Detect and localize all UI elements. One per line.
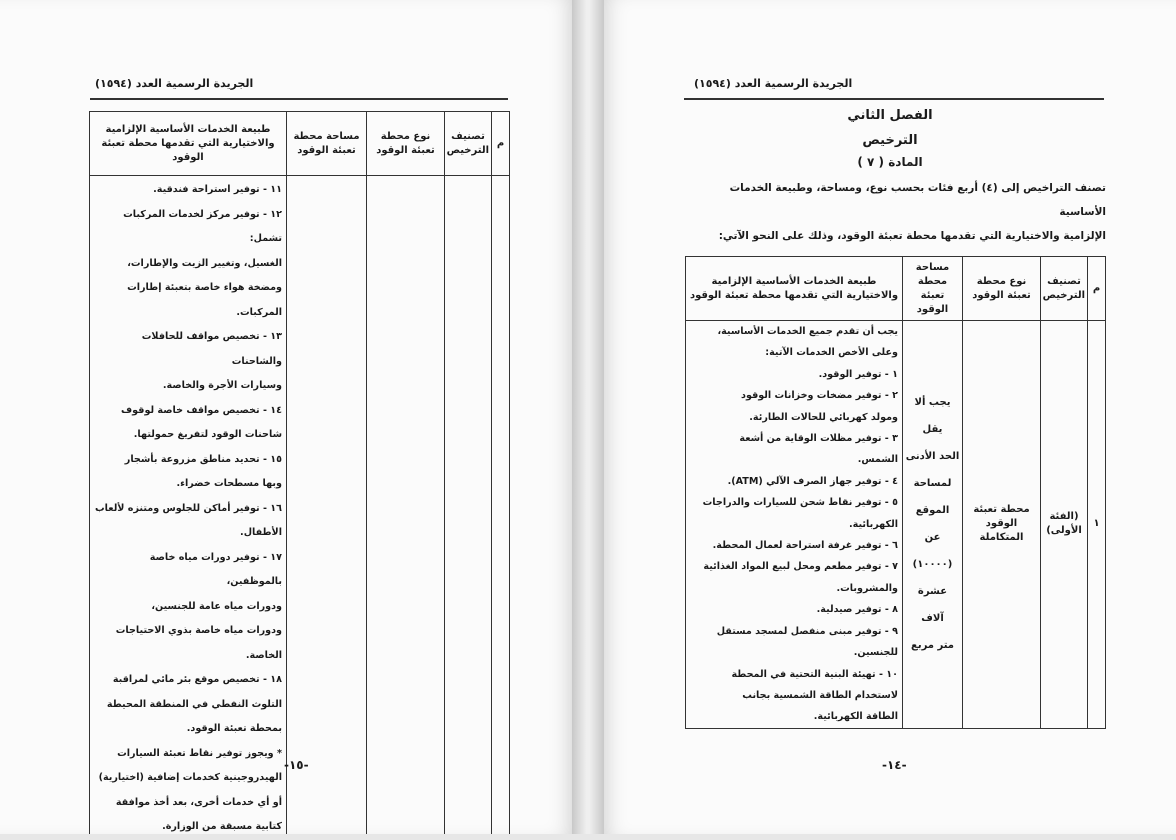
header-num: م [1088, 257, 1106, 321]
cell-services [90, 176, 287, 835]
list-item: كتابية مسبقة من الوزارة. [162, 821, 282, 832]
list-item: ودورات مياه خاصة بذوي الاحتياجات [115, 625, 282, 636]
page-number: -١٤- [882, 758, 907, 772]
list-item: شاحنات الوقود لتفريغ حمولتها. [133, 429, 282, 440]
header-class: تصنيف الترخيص [1041, 257, 1088, 321]
cell-services [686, 321, 903, 729]
list-item: ١ - توفير الوقود. [818, 368, 898, 380]
list-item: ١٥ - تحديد مناطق مزروعة بأشجار [124, 453, 282, 465]
section-title: الترخيص [862, 133, 918, 148]
left-page [0, 0, 572, 834]
list-item: يجب أن تقدم جميع الخدمات الأساسية، [717, 326, 898, 337]
header-area: مساحة محطة تعبئة الوقود [903, 257, 963, 321]
header-type: نوع محطة تعبئة الوقود [367, 112, 445, 176]
list-item: ودورات مياه عامة للجنسين، [151, 600, 282, 612]
list-item: ومولد كهربائي للحالات الطارئة. [749, 411, 898, 423]
area-line: يجب ألا يقل [914, 397, 951, 436]
list-item: ١٠ - تهيئة البنية التحتية في المحطة [731, 668, 898, 680]
list-item: ٨ - توفير صيدلية. [816, 604, 898, 616]
cell-num [492, 176, 510, 835]
table-row [686, 321, 1106, 729]
list-item: الشمس. [857, 454, 898, 466]
article-title: المادة ( ٧ ) [857, 155, 923, 169]
intro-line: تصنف التراخيص إلى (٤) أربع فئات بحسب نوع، ومساحة، وطبيعة الخدمات الأساسية [729, 182, 1106, 218]
list-item: المركبات. [236, 306, 282, 318]
area-line: متر مربع [911, 640, 954, 652]
cell-num: ١ [1088, 321, 1106, 729]
list-item: ١٦ - توفير أماكن للجلوس ومتنزه لألعاب [95, 502, 282, 514]
list-item: ١١ - توفير استراحة فندقية. [153, 184, 282, 195]
list-item: ٩ - توفير مبنى منفصل لمسجد مستقل [716, 625, 898, 637]
intro-paragraph [688, 176, 1106, 248]
page-number: -١٥- [284, 758, 309, 772]
running-header: الجريدة الرسمية العدد (١٥٩٤) [694, 77, 853, 90]
list-item: ومضخة هواء خاصة بتعبئة إطارات [127, 282, 282, 293]
list-item: ٧ - توفير مطعم ومحل لبيع المواد الغذائية [703, 561, 898, 573]
list-item: الهيدروجينية كخدمات إضافية (اختيارية) [98, 772, 282, 783]
list-item: ١٨ - تخصيص موقع بئر مائي لمراقبة [112, 674, 282, 685]
list-item: الطاقة الكهربائية. [813, 711, 898, 723]
area-line: عن (١٠٠٠٠) [912, 532, 953, 571]
cell-area [903, 321, 963, 729]
list-item: ١٧ - توفير دورات مياه خاصة بالموظفين، [149, 551, 282, 587]
header-services: طبيعة الخدمات الأساسية الإلزامية والاختيارية التي تقدمها محطة تعبئة الوقود [90, 112, 287, 176]
list-item: لاستخدام الطاقة الشمسية بجانب [742, 689, 898, 701]
header-num: م [492, 112, 510, 176]
list-item: وبها مسطحات خضراء. [176, 478, 282, 489]
cell-area [287, 176, 367, 835]
right-page [604, 0, 1176, 834]
area-line: الحد الأدنى [905, 451, 960, 463]
list-item: وسيارات الأجرة والخاصة. [162, 380, 282, 391]
license-classes-table [685, 256, 1106, 729]
cell-type [367, 176, 445, 835]
list-item: الكهربائية. [849, 518, 898, 530]
list-item: ٣ - توفير مظلات الوقاية من أشعة [739, 433, 898, 445]
chapter-title: الفصل الثاني [847, 108, 933, 123]
header-rule [90, 98, 508, 100]
cell-class [445, 176, 492, 835]
header-class: تصنيف الترخيص [445, 112, 492, 176]
list-item: للجنسين. [853, 647, 898, 659]
list-item: ٦ - توفير غرفة استراحة لعمال المحطة. [712, 540, 898, 552]
list-item: أو أي خدمات أخرى، بعد أخذ موافقة [115, 796, 282, 808]
list-item: ١٢ - توفير مركز لخدمات المركبات تشمل: [123, 208, 282, 244]
area-line: لمساحة الموقع [913, 478, 952, 517]
list-item: بمحطة تعبئة الوقود. [186, 723, 282, 734]
list-item: والمشروبات. [836, 582, 898, 594]
header-type: نوع محطة تعبئة الوقود [963, 257, 1041, 321]
list-item: ٤ - توفير جهاز الصرف الآلي (ATM). [727, 475, 898, 487]
book-gutter [572, 0, 604, 834]
list-item: الأطفال. [240, 527, 282, 538]
list-item: التلوث النفطي في المنطقة المحيطة [106, 698, 282, 710]
services-table-continued [89, 111, 510, 834]
table-row [90, 176, 510, 835]
cell-type: محطة تعبئة الوقود المتكاملة [963, 321, 1041, 729]
cell-class: (الفئة الأولى) [1041, 321, 1088, 729]
intro-line: الإلزامية والاختيارية التي تقدمها محطة تعبئة الوقود، وذلك على النحو الآتي: [718, 230, 1106, 242]
list-item: * ويجوز توفير نقاط تعبئة السيارات [117, 747, 282, 759]
list-item: الغسيل، وتغيير الزيت والإطارات، [127, 257, 282, 269]
list-item: الخاصة. [245, 649, 282, 661]
header-services: طبيعة الخدمات الأساسية الإلزامية والاختيارية التي تقدمها محطة تعبئة الوقود [686, 257, 903, 321]
header-rule [684, 98, 1104, 100]
area-line: عشرة آلاف [917, 586, 948, 625]
list-item: ٥ - توفير نقاط شحن للسيارات والدراجات [702, 497, 898, 509]
list-item: ١٤ - تخصيص مواقف خاصة لوقوف [121, 404, 282, 416]
list-item: وعلى الأخص الخدمات الآتية: [765, 347, 898, 359]
list-item: ٢ - توفير مضخات وخزانات الوقود [741, 390, 898, 402]
running-header: الجريدة الرسمية العدد (١٥٩٤) [95, 77, 254, 90]
header-area: مساحة محطة تعبئة الوقود [287, 112, 367, 176]
list-item: ١٣ - تخصيص مواقف للحافلات والشاحنات [141, 331, 282, 367]
